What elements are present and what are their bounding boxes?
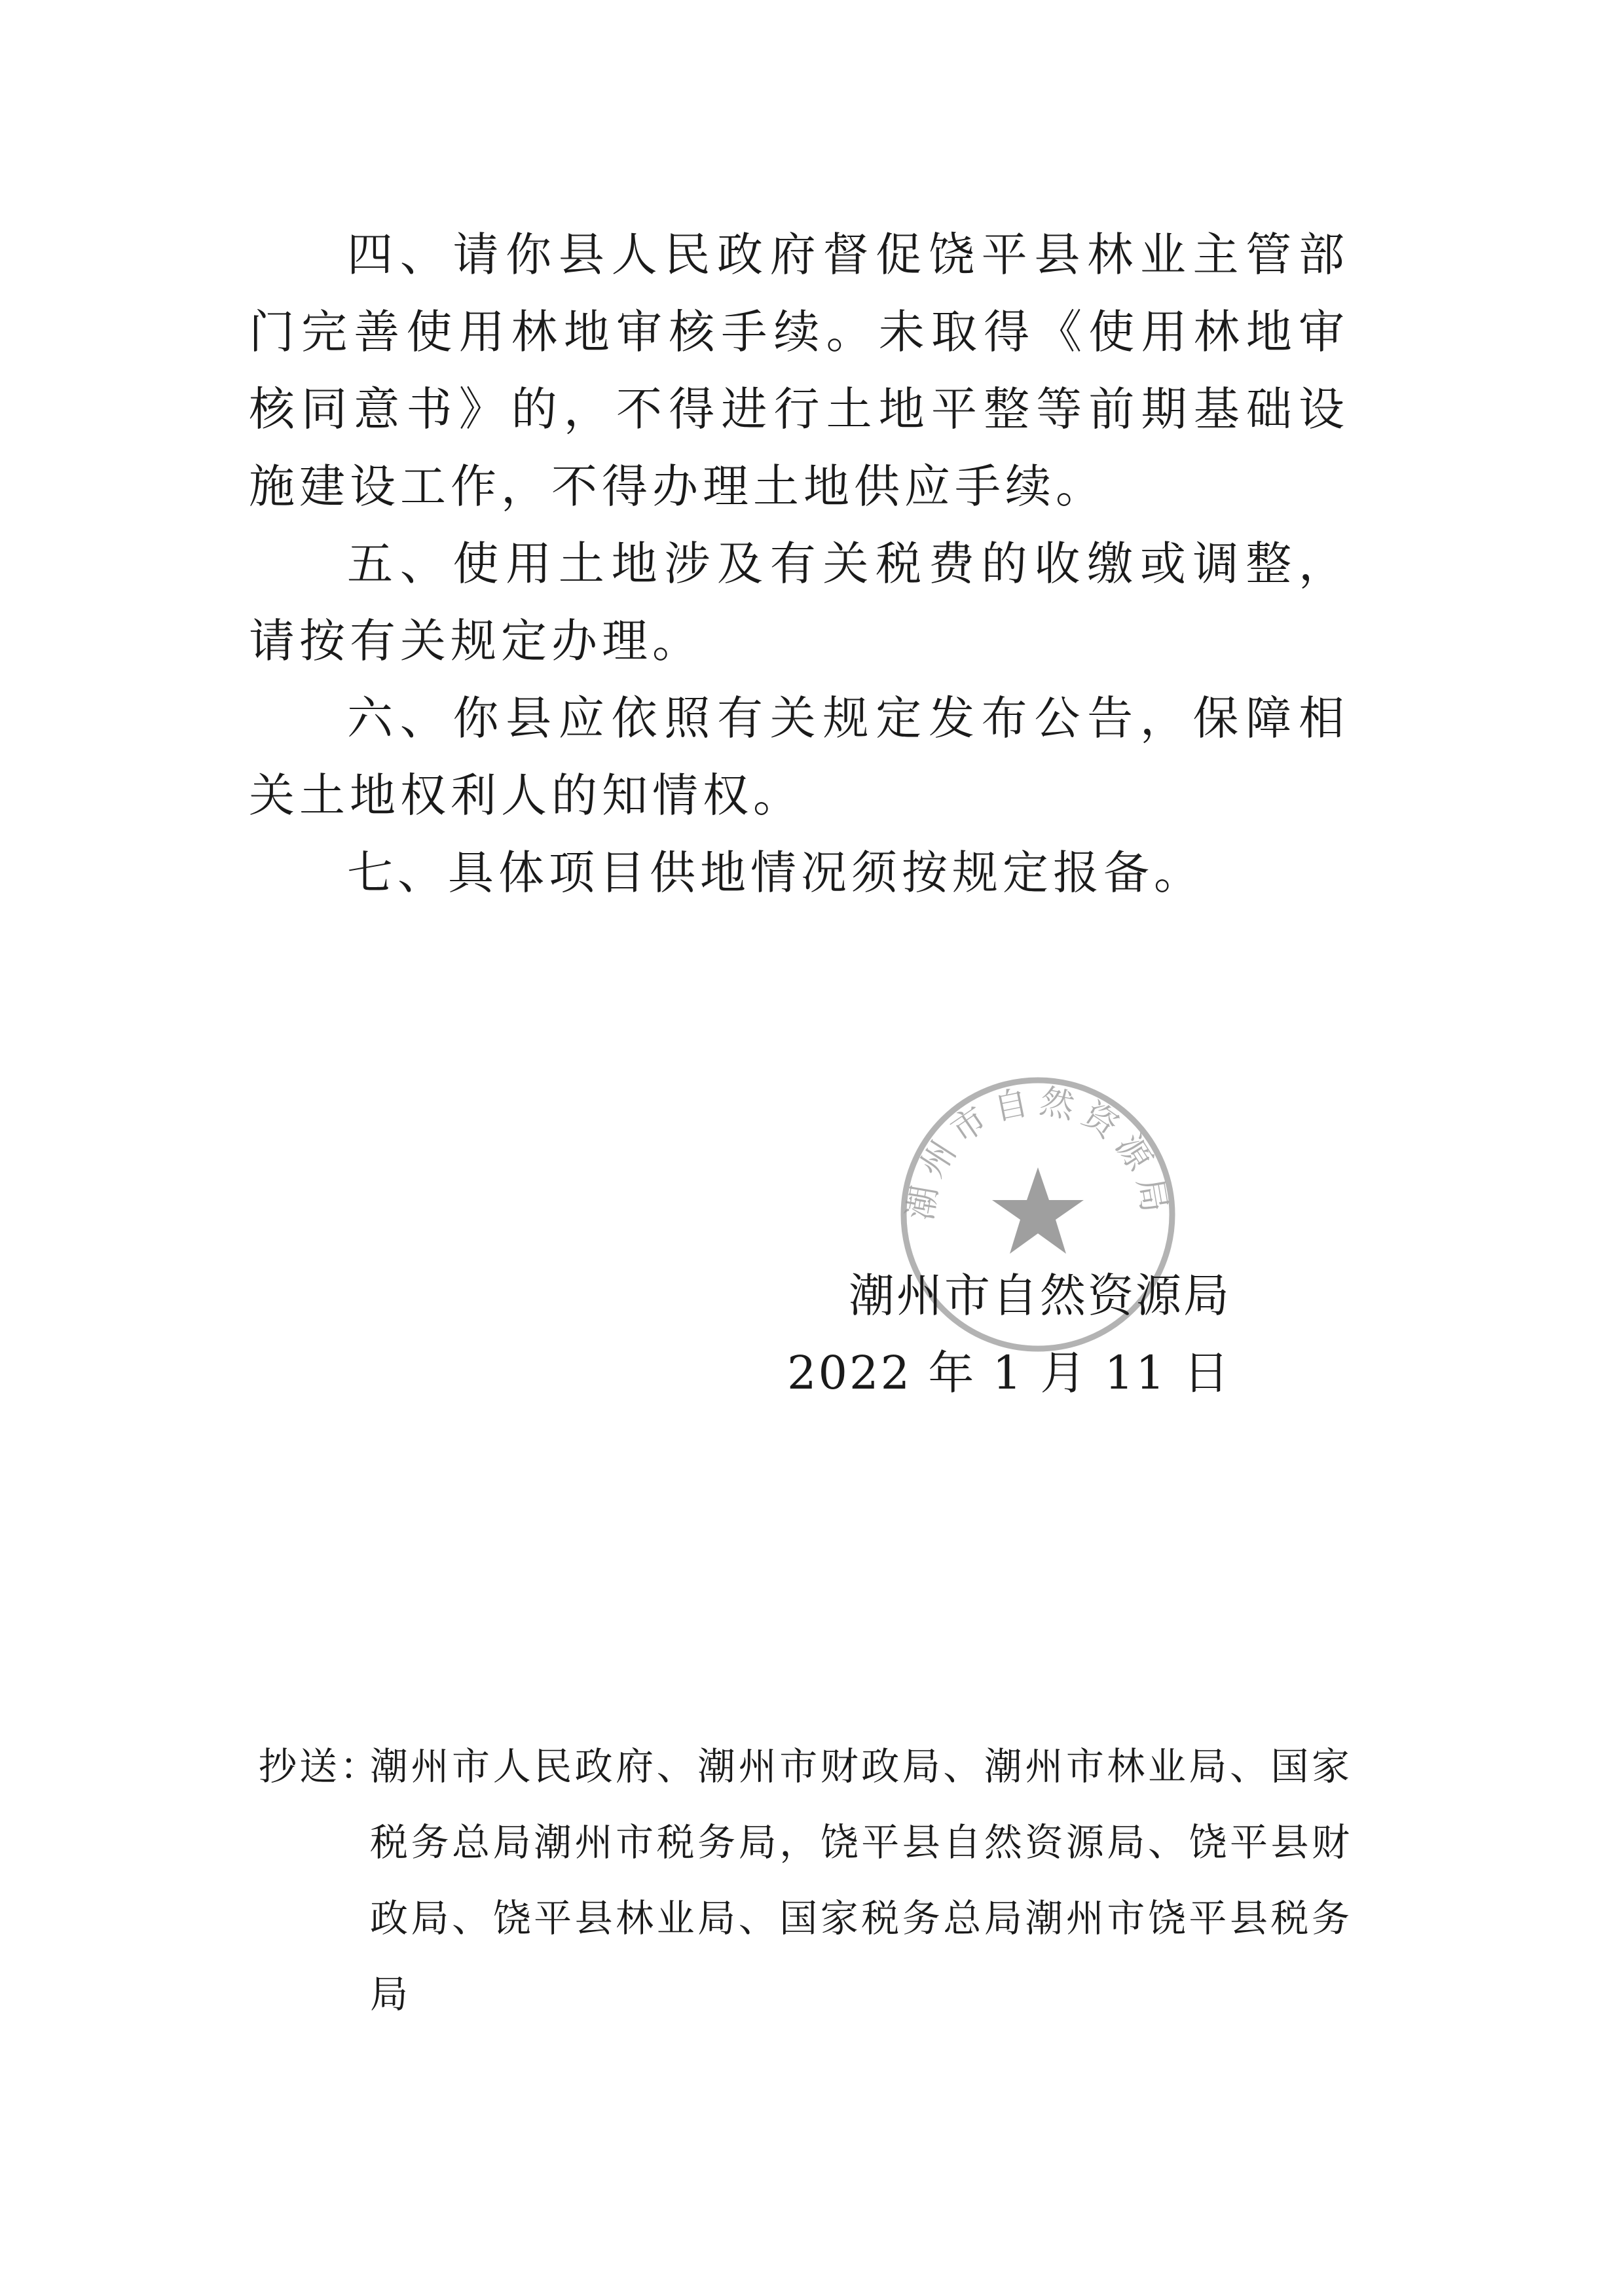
signature-block <box>787 1257 1231 1412</box>
document-body <box>249 216 1349 911</box>
cc-label: 抄送： <box>259 1744 381 1789</box>
paragraph-6: 六、你县应依照有关规定发布公告，保障相关土地权利人的知情权。 <box>249 691 1349 822</box>
signature-date: 2022 年 1 月 11 日 <box>786 1346 1231 1400</box>
paragraph-4: 四、请你县人民政府督促饶平县林业主管部门完善使用林地审核手续。未取得《使用林地审核同意书》的，不得进行土地平整等前期基础设施建设工作，不得办理土地供应手续。 <box>249 228 1349 513</box>
seal-star-icon <box>992 1167 1084 1254</box>
paragraph-5: 五、使用土地涉及有关税费的收缴或调整，请按有关规定办理。 <box>249 537 1349 668</box>
svg-text:潮州市自然资源局: 潮州市自然资源局 <box>900 1082 1175 1224</box>
paragraph-7: 七、具体项目供地情况须按规定报备。 <box>347 846 1204 900</box>
signature-organization: 潮州市自然资源局 <box>849 1269 1231 1322</box>
cc-section <box>259 1728 1352 2032</box>
cc-recipients: 潮州市人民政府、潮州市财政局、潮州市林业局、国家税务总局潮州市税务局，饶平县自然资源局、饶平县财政局、饶平县林业局、国家税务总局潮州市饶平县税务局 <box>370 1744 1352 2016</box>
